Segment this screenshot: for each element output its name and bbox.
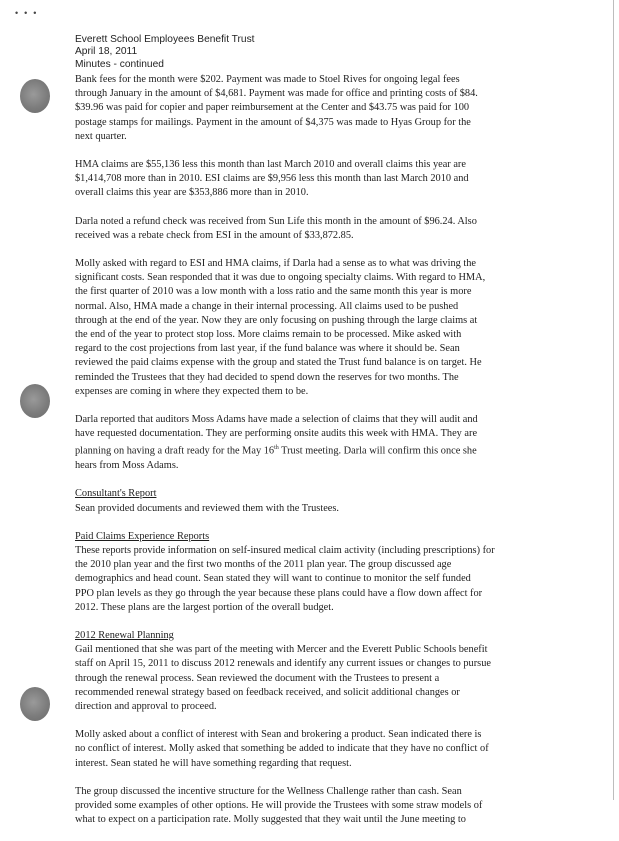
scan-corner-marks: ••• — [15, 8, 43, 18]
text-line: overall claims this year are $353,886 more than in 2010. — [75, 187, 309, 199]
text-line: through the renewal process. Sean reviewed the document with the Trustees to present a — [75, 672, 440, 684]
text-line: have requested documentation. They are performing onsite audits this week with HMA. They are — [75, 428, 478, 440]
text-line: postage stamps for mailings. Payment in the amount of $4,375 was made to Hyas Group for the — [75, 116, 471, 128]
text-line: significant costs. Sean responded that it was due to ongoing specialty claims. With regard to HMA, — [75, 272, 486, 284]
text-line: direction and approval to proceed. — [75, 700, 217, 712]
text-line: reminded the Trustees that they had decided to spend down the reserves for two months. The — [75, 371, 459, 383]
text-line: planning on having a draft ready for the May 16th Trust meeting. Darla will confirm this once she — [75, 445, 477, 457]
paragraph — [75, 413, 610, 473]
minutes-subtitle: Minutes - continued — [75, 58, 164, 70]
text-line: through January in the amount of $4,681. Payment was made for office and printing costs of $84. — [75, 88, 478, 100]
text-line: no conflict of interest. Molly asked that something be added to indicate that they have no conflict of — [75, 743, 489, 755]
text-line: hears from Moss Adams. — [75, 460, 179, 472]
paragraph — [75, 629, 610, 714]
text-line: Molly asked about a conflict of interest with Sean and brokering a product. Sean indicated there is — [75, 729, 482, 741]
text-line: the end of the year to protect stop loss. More claims remain to be processed. Mike asked with — [75, 329, 462, 341]
paragraph — [75, 257, 610, 399]
text-line: $39.96 was paid for copier and paper reimbursement at the Center and $43.75 was paid for 100 — [75, 102, 470, 114]
text-line: Darla noted a refund check was received from Sun Life this month in the amount of $96.24. Also — [75, 215, 477, 227]
text-line: the 2010 plan year and the first two months of the 2011 plan year. The group discussed age — [75, 559, 452, 571]
text-line: The group discussed the incentive structure for the Wellness Challenge rather than cash. Sean — [75, 785, 462, 797]
text-line: demographics and head count. Sean stated they will want to continue to monitor the self funded — [75, 573, 471, 585]
text-line: Molly asked with regard to ESI and HMA claims, if Darla had a sense as to what was driving the — [75, 258, 477, 270]
paragraph — [75, 785, 610, 828]
text-line: what to expect on a participation rate. Molly suggested that they wait until the June meeting to — [75, 814, 466, 826]
punch-hole-middle — [20, 384, 50, 418]
text-line: Darla reported that auditors Moss Adams have made a selection of claims that they will audit and — [75, 414, 478, 426]
text-line: Gail mentioned that she was part of the meeting with Mercer and the Everett Public Schools benefit — [75, 644, 488, 656]
text-line: through at the end of the year. Now they are only focusing on pushing through the large claims at — [75, 314, 478, 326]
page-edge-shadow — [613, 0, 614, 800]
text-line: interest. Sean stated he will have something regarding that request. — [75, 757, 352, 769]
paragraph — [75, 158, 610, 201]
paragraph — [75, 487, 610, 515]
section-heading: 2012 Renewal Planning — [75, 629, 174, 641]
text-line: regard to the cost projections from last year, if the fund balance was where it should be. Sean — [75, 343, 460, 355]
paragraph — [75, 73, 610, 144]
paragraph — [75, 530, 610, 615]
text-line: These reports provide information on self-insured medical claim activity (including prescriptions) for — [75, 544, 495, 556]
section-heading: Consultant's Report — [75, 488, 157, 500]
text-line: the first quarter of 2010 was a low month with a loss ratio and the same month this year is more — [75, 286, 472, 298]
text-line: expenses are coming in where they expected them to be. — [75, 385, 309, 397]
text-line: recommended renewal strategy based on feedback received, and solicit additional changes or — [75, 686, 460, 698]
meeting-date: April 18, 2011 — [75, 46, 138, 58]
paragraph — [75, 728, 610, 771]
minutes-body — [75, 73, 610, 841]
org-name: Everett School Employees Benefit Trust — [75, 34, 255, 45]
paragraph — [75, 215, 610, 243]
text-line: PPO plan levels as they go through the year because these plans could have a flow down affect for — [75, 587, 483, 599]
section-heading: Paid Claims Experience Reports — [75, 530, 210, 542]
text-line: next quarter. — [75, 130, 127, 142]
text-line: reviewed the paid claims expense with the group and stated the Trust fund balance is on target. He — [75, 357, 482, 369]
text-line: 2012. These plans are the largest portion of the overall budget. — [75, 601, 334, 613]
text-line: Sean provided documents and reviewed them with the Trustees. — [75, 502, 340, 514]
text-line: staff on April 15, 2011 to discuss 2012 renewals and identify any current issues or changes to pursue — [75, 658, 491, 670]
punch-hole-top — [20, 79, 50, 113]
text-line: Bank fees for the month were $202. Payment was made to Stoel Rives for ongoing legal fees — [75, 74, 460, 85]
minutes-header — [75, 34, 255, 71]
text-line: $1,414,708 more than in 2010. ESI claims are $9,956 less this month than last March 2010 and — [75, 173, 469, 185]
text-line: received was a rebate check from ESI in the amount of $33,872.85. — [75, 229, 354, 241]
punch-hole-bottom — [20, 687, 50, 721]
text-line: normal. Also, HMA made a change in their internal processing. All claims used to be pushed — [75, 300, 459, 312]
text-line: provided some examples of other options. He will provide the Trustees with some straw models of — [75, 799, 483, 811]
text-line: HMA claims are $55,136 less this month than last March 2010 and overall claims this year are — [75, 159, 466, 171]
